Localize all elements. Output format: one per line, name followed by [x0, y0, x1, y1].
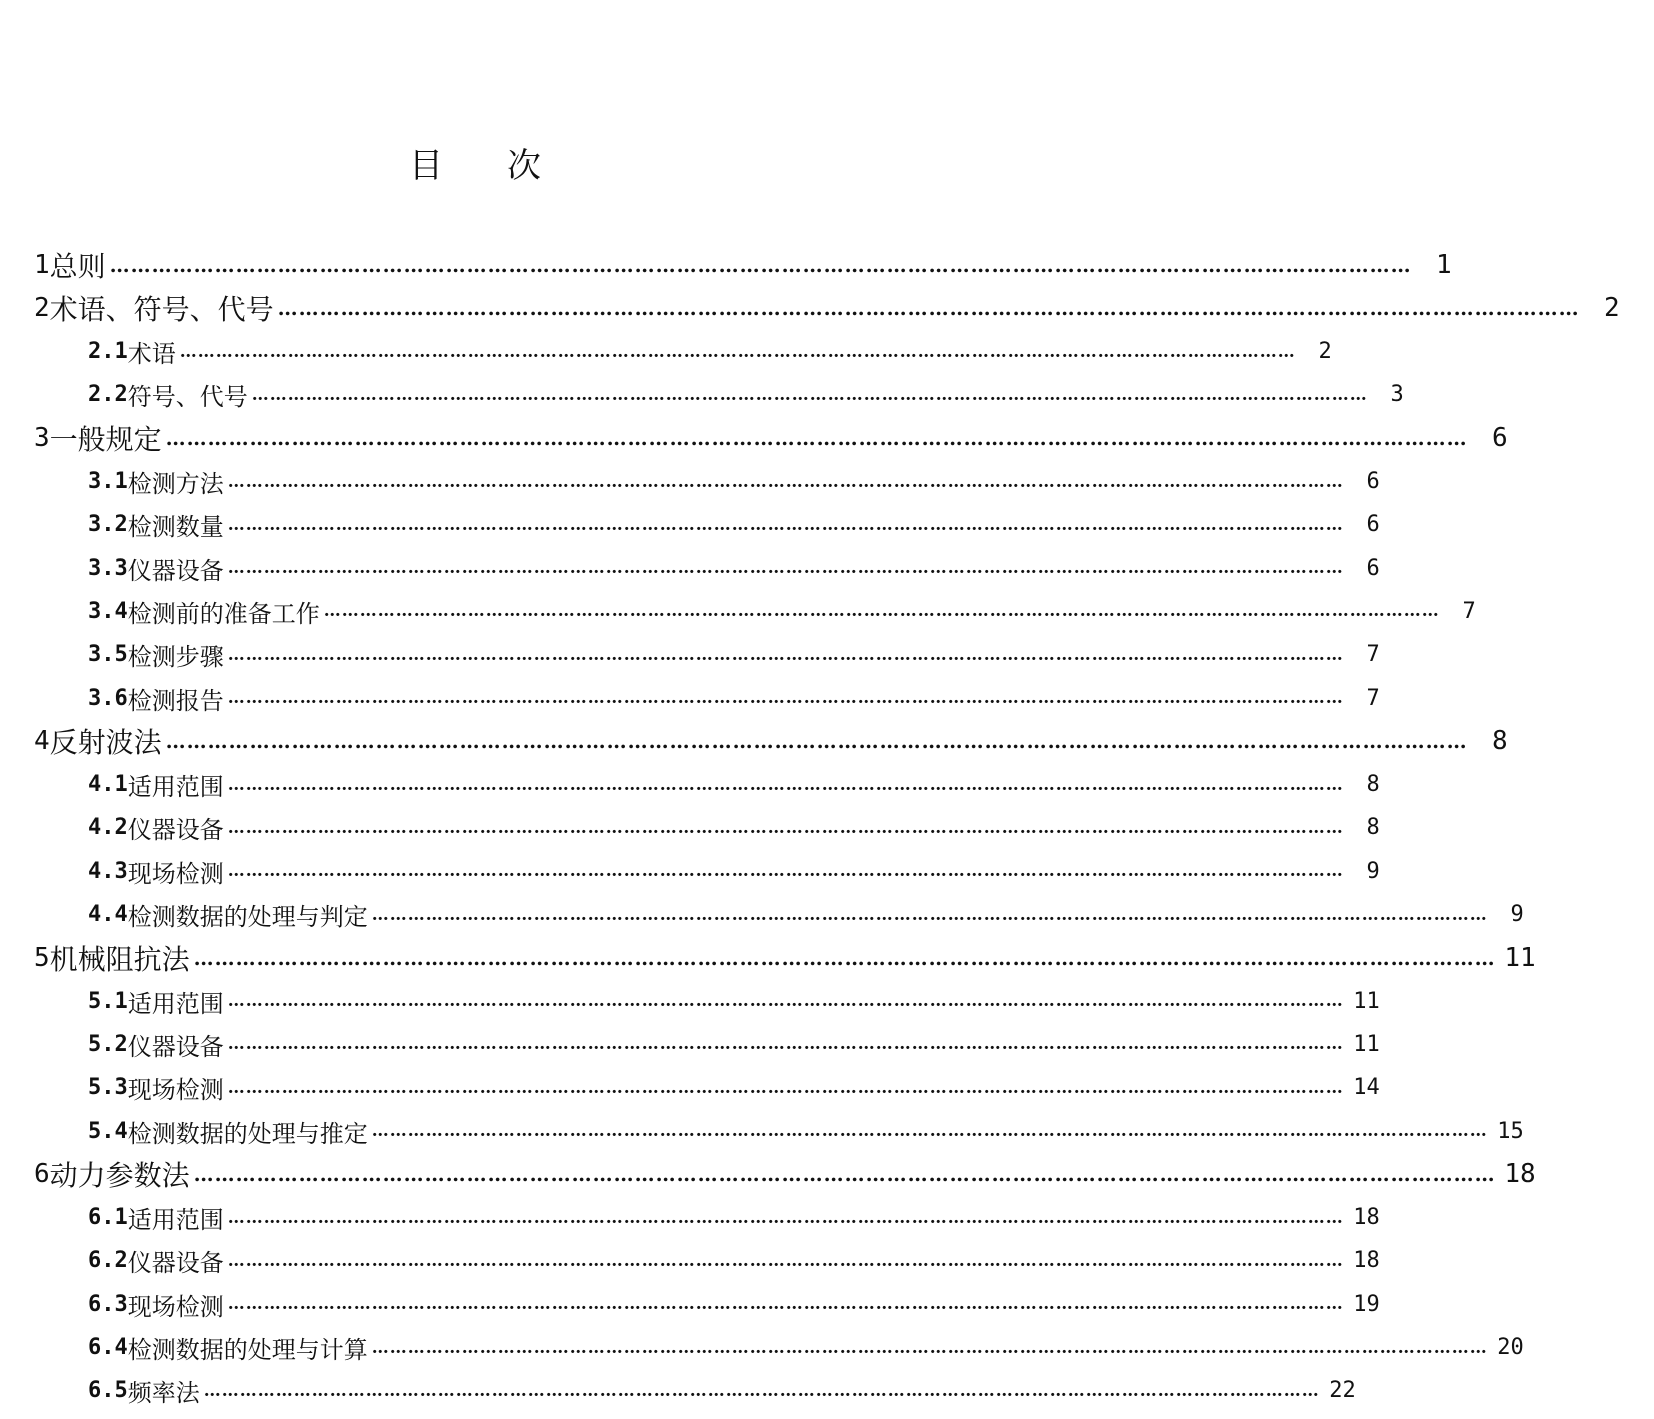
toc-section-entry[interactable] [0, 1068, 1380, 1108]
page-title [0, 138, 950, 187]
toc-entry-title: 适用范围 [127, 1206, 224, 1235]
toc-section-entry[interactable] [0, 765, 1380, 805]
toc-dot-leader: …………………………………………………………………………………………………………………………………………………………………… [227, 817, 1344, 838]
toc-section-entry[interactable] [0, 375, 1404, 415]
toc-entry-title: 仪器设备 [127, 816, 224, 845]
title-char-right: 次 [507, 146, 541, 186]
toc-entry-title: 检测前的准备工作 [127, 599, 320, 628]
toc-entry-number: 5 [34, 942, 50, 973]
toc-entry-title: 现场检测 [127, 859, 224, 888]
toc-dot-leader: …………………………………………………………………………………………………………………………………………………………………… [227, 991, 1344, 1012]
toc-page-number: 8 [1366, 772, 1380, 798]
toc-page-number: 6 [1366, 469, 1380, 494]
toc-page-number: 18 [1353, 1205, 1380, 1231]
toc-page-number: 11 [1353, 988, 1380, 1014]
toc-section-entry[interactable] [0, 808, 1380, 848]
toc-entry-title: 检测步骤 [127, 643, 224, 672]
toc-entry-title: 适用范围 [127, 773, 224, 802]
toc-entry-number: 3.3 [88, 555, 128, 581]
toc-dot-leader: …………………………………………………………………………………………………………………………………………………………………… [179, 341, 1296, 362]
toc-page-number: 14 [1353, 1075, 1380, 1101]
toc-chapter-entry[interactable] [0, 418, 1508, 458]
toc-section-entry[interactable] [0, 462, 1380, 502]
toc-page-number: 19 [1353, 1291, 1380, 1317]
toc-dot-leader: …………………………………………………………………………………………………………………………………………………………………… [203, 1380, 1320, 1401]
toc-page-number: 11 [1504, 942, 1536, 973]
toc-entry-number: 1 [34, 250, 50, 280]
toc-page-number: 11 [1353, 1031, 1380, 1057]
toc-section-entry[interactable] [0, 1111, 1524, 1151]
toc-page-number: 7 [1462, 598, 1476, 624]
toc-dot-leader: …………………………………………………………………………………………………………………………………………………………………… [227, 471, 1344, 492]
toc-entry-title: 现场检测 [127, 1292, 224, 1321]
toc-page-number: 1 [1436, 250, 1452, 280]
toc-entry-number: 3 [34, 423, 50, 454]
toc-entry-number: 3.4 [88, 598, 128, 624]
toc-section-entry[interactable] [0, 1371, 1356, 1411]
toc-entry-title: 仪器设备 [127, 1249, 224, 1278]
toc-section-entry[interactable] [0, 678, 1380, 718]
toc-entry-number: 5.3 [88, 1075, 128, 1101]
toc-entry-number: 6.3 [88, 1291, 128, 1317]
toc-entry-title: 检测报告 [127, 686, 224, 715]
toc-entry-number: 6 [34, 1159, 50, 1190]
toc-entry-number: 5.4 [88, 1118, 128, 1144]
toc-section-entry[interactable] [0, 1328, 1524, 1368]
toc-dot-leader: …………………………………………………………………………………………………………………………………………………………………… [371, 904, 1488, 925]
toc-dot-leader: …………………………………………………………………………………………………………………………………………………………………… [165, 426, 1468, 451]
toc-entry-number: 5.1 [88, 988, 128, 1014]
toc-dot-leader: …………………………………………………………………………………………………………………………………………………………………… [227, 1077, 1344, 1098]
toc-page-number: 8 [1366, 815, 1380, 841]
toc-dot-leader: …………………………………………………………………………………………………………………………………………………………………… [109, 253, 1412, 277]
toc-page-number: 20 [1497, 1335, 1524, 1360]
toc-entry-number: 3.5 [88, 642, 128, 668]
toc-entry-number: 4.4 [88, 902, 128, 927]
toc-entry-number: 4 [34, 726, 50, 757]
toc-page-number: 3 [1390, 382, 1404, 408]
toc-section-entry[interactable] [0, 635, 1380, 675]
toc-entry-number: 6.1 [88, 1205, 128, 1231]
toc-page-number: 7 [1366, 685, 1380, 711]
toc-entry-title: 动力参数法 [49, 1159, 190, 1193]
toc-page-number: 6 [1492, 423, 1508, 454]
toc-entry-title: 术语、符号、代号 [49, 293, 274, 327]
toc-page-number: 2 [1318, 339, 1332, 365]
toc-section-entry[interactable] [0, 851, 1380, 891]
toc-entry-title: 频率法 [127, 1379, 200, 1408]
toc-entry-title: 机械阻抗法 [49, 942, 190, 976]
toc-entry-title: 总则 [49, 250, 106, 283]
title-char-left: 目 [409, 146, 443, 186]
toc-entry-title: 检测数据的处理与推定 [127, 1119, 368, 1148]
toc-section-entry[interactable] [0, 548, 1380, 588]
toc-chapter-entry[interactable] [0, 1154, 1536, 1194]
toc-dot-leader: …………………………………………………………………………………………………………………………………………………………………… [227, 644, 1344, 665]
toc-section-entry[interactable] [0, 505, 1380, 545]
toc-page-number: 15 [1497, 1118, 1524, 1144]
toc-dot-leader: …………………………………………………………………………………………………………………………………………………………………… [227, 774, 1344, 795]
toc-entry-number: 6.5 [88, 1378, 128, 1404]
toc-dot-leader: …………………………………………………………………………………………………………………………………………………………………… [371, 1121, 1488, 1141]
toc-entry-number: 5.2 [88, 1031, 128, 1057]
toc-section-entry[interactable] [0, 895, 1524, 935]
toc-section-entry[interactable] [0, 1198, 1380, 1238]
toc-page-number: 9 [1366, 858, 1380, 884]
toc-entry-title: 术语 [127, 340, 176, 369]
toc-section-entry[interactable] [0, 1024, 1380, 1064]
toc-entry-title: 符号、代号 [127, 383, 248, 412]
toc-dot-leader: …………………………………………………………………………………………………………………………………………………………………… [277, 296, 1580, 321]
toc-entry-number: 3.1 [88, 469, 128, 494]
toc-page-number: 18 [1504, 1159, 1536, 1190]
toc-page-number: 18 [1353, 1248, 1380, 1274]
toc-entry-title: 仪器设备 [127, 1032, 224, 1061]
toc-chapter-entry[interactable] [0, 938, 1536, 978]
toc-entry-title: 检测数量 [127, 513, 224, 542]
toc-page-number: 2 [1604, 293, 1620, 324]
toc-entry-number: 2.1 [88, 339, 128, 365]
toc-dot-leader: …………………………………………………………………………………………………………………………………………………………………… [227, 861, 1344, 882]
toc-dot-leader: …………………………………………………………………………………………………………………………………………………………………… [193, 1162, 1496, 1187]
toc-page-number: 9 [1510, 902, 1524, 927]
toc-page-number: 6 [1366, 512, 1380, 538]
toc-dot-leader: …………………………………………………………………………………………………………………………………………………………………… [227, 688, 1344, 708]
toc-entry-number: 4.3 [88, 858, 128, 884]
toc-entry-title: 检测数据的处理与计算 [127, 1336, 368, 1364]
toc-entry-number: 2 [34, 293, 50, 324]
toc-dot-leader: …………………………………………………………………………………………………………………………………………………………………… [323, 601, 1440, 622]
toc-dot-leader: …………………………………………………………………………………………………………………………………………………………………… [165, 729, 1468, 754]
toc-dot-leader: …………………………………………………………………………………………………………………………………………………………………… [227, 1250, 1344, 1271]
toc-dot-leader: …………………………………………………………………………………………………………………………………………………………………… [227, 1207, 1344, 1228]
toc-section-entry[interactable] [0, 981, 1380, 1021]
toc-section-entry[interactable] [0, 1241, 1380, 1281]
toc-chapter-entry[interactable] [0, 245, 1452, 285]
toc-chapter-entry[interactable] [0, 721, 1508, 761]
toc-chapter-entry[interactable] [0, 288, 1620, 328]
toc-entry-title: 检测方法 [127, 470, 224, 498]
toc-entry-title: 适用范围 [127, 989, 224, 1018]
toc-page-number: 7 [1366, 642, 1380, 668]
toc-entry-title: 反射波法 [49, 726, 162, 760]
toc-entry-number: 3.2 [88, 512, 128, 538]
toc-section-entry[interactable] [0, 591, 1476, 631]
toc-entry-number: 4.1 [88, 772, 128, 798]
toc-entry-number: 6.2 [88, 1248, 128, 1274]
toc-page-number: 6 [1366, 555, 1380, 581]
toc-dot-leader: …………………………………………………………………………………………………………………………………………………………………… [227, 514, 1344, 535]
toc-entry-number: 4.2 [88, 815, 128, 841]
toc-entry-number: 2.2 [88, 382, 128, 408]
toc-page-number: 22 [1329, 1378, 1356, 1404]
toc-entry-number: 6.4 [88, 1335, 128, 1360]
toc-dot-leader: …………………………………………………………………………………………………………………………………………………………………… [193, 945, 1496, 970]
toc-dot-leader: …………………………………………………………………………………………………………………………………………………………………… [227, 558, 1344, 579]
toc-entry-title: 检测数据的处理与判定 [127, 903, 368, 931]
toc-entry-number: 3.6 [88, 685, 128, 711]
toc-entry-title: 仪器设备 [127, 556, 224, 585]
toc-section-entry[interactable] [0, 332, 1332, 372]
toc-dot-leader: …………………………………………………………………………………………………………………………………………………………………… [371, 1337, 1488, 1358]
toc-dot-leader: …………………………………………………………………………………………………………………………………………………………………… [227, 1294, 1344, 1315]
toc-entry-title: 现场检测 [127, 1076, 224, 1105]
toc-dot-leader: …………………………………………………………………………………………………………………………………………………………………… [227, 1034, 1344, 1055]
toc-dot-leader: …………………………………………………………………………………………………………………………………………………………………… [251, 384, 1368, 405]
toc-entry-title: 一般规定 [49, 423, 162, 457]
toc-page-number: 8 [1492, 726, 1508, 757]
toc-section-entry[interactable] [0, 1284, 1380, 1324]
